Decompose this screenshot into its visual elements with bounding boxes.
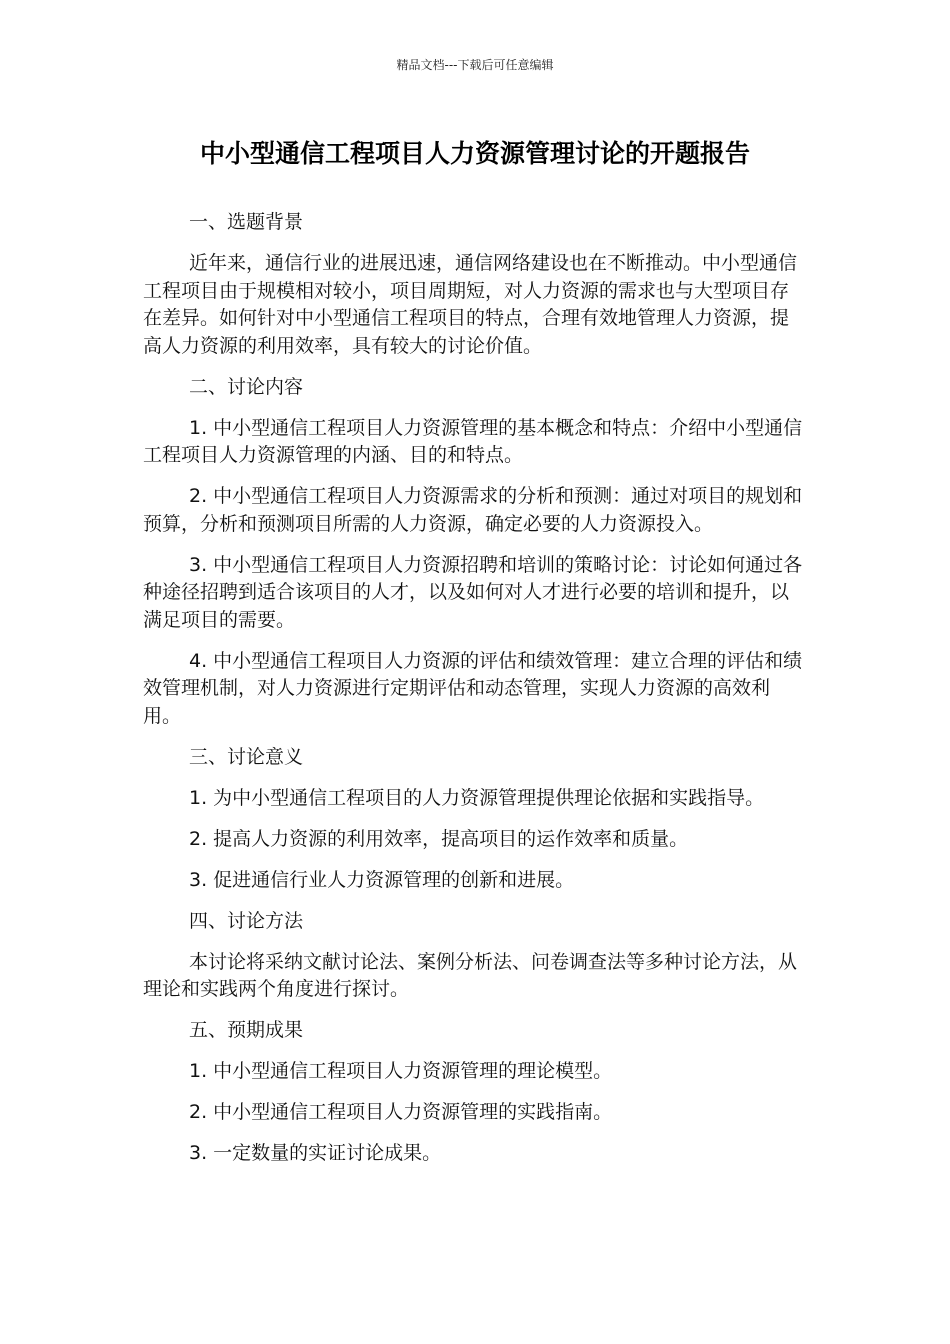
list-item-significance-2: 2. 提高人力资源的利用效率，提高项目的运作效率和质量。 xyxy=(189,827,689,850)
list-item-content-1: 1. 中小型通信工程项目人力资源管理的基本概念和特点：介绍中小型通信工程项目人力资源管理的内涵、目的和特点。 xyxy=(143,416,803,466)
list-item-content-4: 4. 中小型通信工程项目人力资源的评估和绩效管理：建立合理的评估和绩效管理机制，对人力资源进行定期评估和动态管理，实现人力资源的高效利用。 xyxy=(143,649,803,727)
list-item-outcomes-1: 1. 中小型通信工程项目人力资源管理的理论模型。 xyxy=(189,1060,613,1082)
section-heading-methods: 四、讨论方法 xyxy=(189,909,304,932)
section-heading-background: 一、选题背景 xyxy=(189,211,304,233)
list-item-outcomes-3: 3. 一定数量的实证讨论成果。 xyxy=(189,1142,442,1164)
section-heading-significance: 三、讨论意义 xyxy=(189,745,304,768)
paragraph-methods: 本讨论将采纳文献讨论法、案例分析法、问卷调查法等多种讨论方法，从理论和实践两个角度进行探讨。 xyxy=(143,950,798,1000)
paragraph-background: 近年来，通信行业的进展迅速，通信网络建设也在不断推动。中小型通信工程项目由于规模相对较小，项目周期短，对人力资源的需求也与大型项目存在差异。如何针对中小型通信工程项目的特点，合理有效地管理人力资源，提高人力资源的利用效率，具有较大的讨论价值。 xyxy=(143,252,798,357)
list-item-significance-1: 1. 为中小型通信工程项目的人力资源管理提供理论依据和实践指导。 xyxy=(189,786,765,809)
list-item-significance-3: 3. 促进通信行业人力资源管理的创新和进展。 xyxy=(189,868,575,891)
section-heading-outcomes: 五、预期成果 xyxy=(189,1019,304,1041)
list-item-content-2: 2. 中小型通信工程项目人力资源需求的分析和预测：通过对项目的规划和预算，分析和预测项目所需的人力资源，确定必要的人力资源投入。 xyxy=(143,485,803,535)
document-body xyxy=(143,209,807,1181)
list-item-outcomes-2: 2. 中小型通信工程项目人力资源管理的实践指南。 xyxy=(189,1101,613,1123)
page-header-note: 精品文档---下载后可任意编辑 xyxy=(396,58,554,72)
section-heading-content: 二、讨论内容 xyxy=(189,375,304,398)
document-title: 中小型通信工程项目人力资源管理讨论的开题报告 xyxy=(199,139,750,168)
list-item-content-3: 3. 中小型通信工程项目人力资源招聘和培训的策略讨论：讨论如何通过各种途径招聘到适合该项目的人才，以及如何对人才进行必要的培训和提升，以满足项目的需要。 xyxy=(143,553,803,631)
